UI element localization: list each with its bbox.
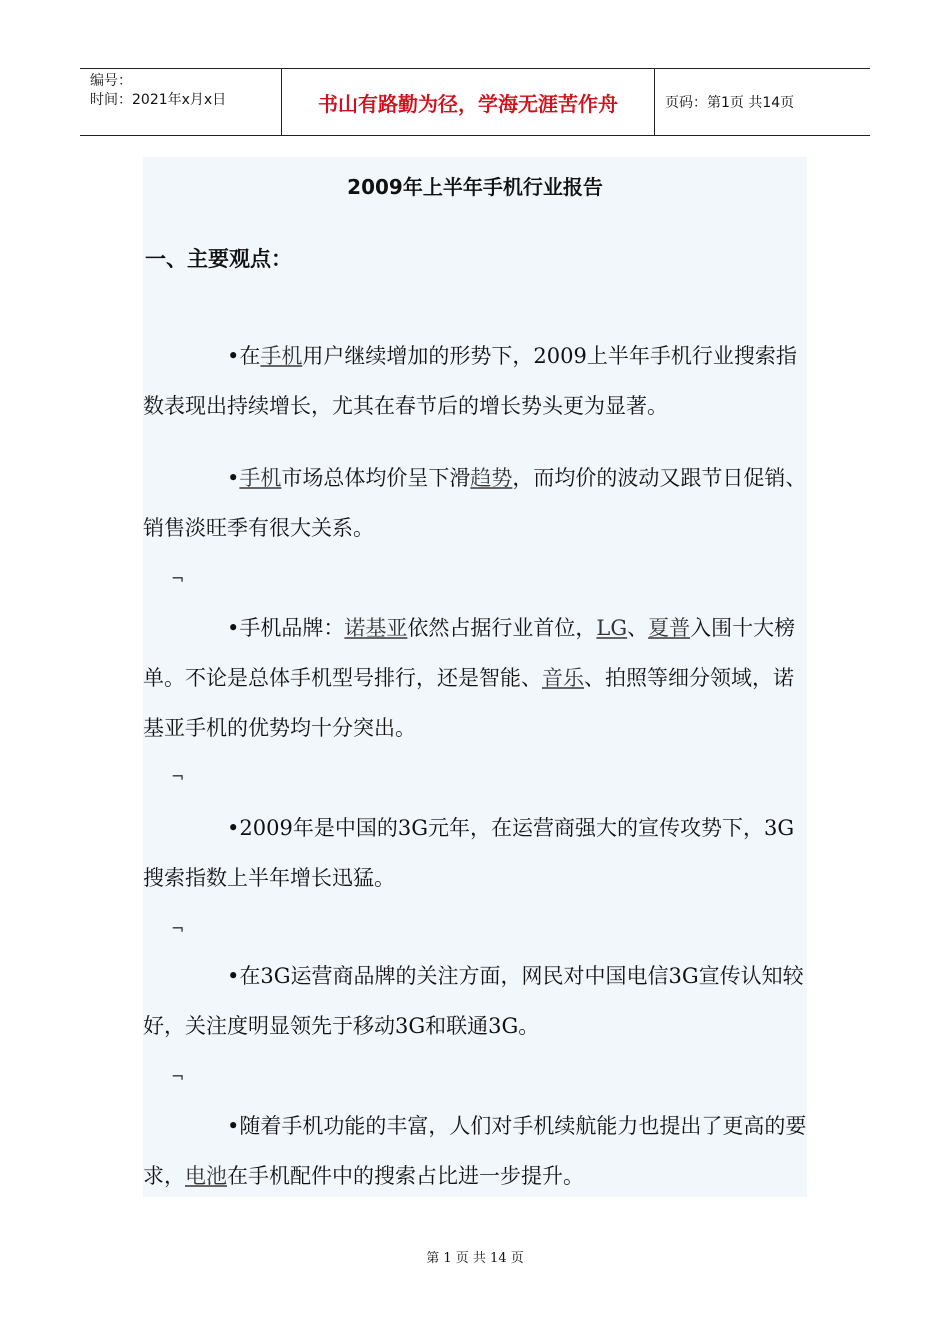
link-trend[interactable]: 趋势 <box>470 466 513 490</box>
header-motto: 书山有路勤为径，学海无涯苦作舟 <box>282 69 655 135</box>
paragraph-3 <box>143 603 813 753</box>
text-run: • <box>227 466 240 490</box>
link-phone[interactable]: 手机 <box>260 344 303 368</box>
paragraph-mark: ¬ <box>171 919 185 938</box>
document-body <box>143 157 807 1197</box>
link-battery[interactable]: 电池 <box>185 1164 227 1188</box>
link-sharp[interactable]: 夏普 <box>648 616 691 640</box>
page-header <box>80 68 870 136</box>
text-run: 在手机配件中的搜索占比进一步提升。 <box>227 1164 584 1188</box>
text-run: 用户继续增加的形势下，2009上半年手机行业搜索指数表现出持续增长，尤其在春节后的增长势头更为显著。 <box>143 344 797 418</box>
time-label: 时间：2021年x月x日 <box>90 92 227 108</box>
paragraph-1 <box>143 331 813 431</box>
text-run: ，而均价的波动又跟节日促销、销售淡旺季有很大关系。 <box>143 466 807 540</box>
header-page-info: 页码：第1页 共14页 <box>665 95 795 111</box>
number-label: 编号： <box>90 73 132 89</box>
paragraph-mark: ¬ <box>171 1067 185 1086</box>
link-music[interactable]: 音乐 <box>542 666 584 690</box>
text-run: 入围十大榜单。不论是总体手机型号排行，还是智能、 <box>143 616 796 690</box>
paragraph-mark: ¬ <box>171 767 185 786</box>
document-title: 2009年上半年手机行业报告 <box>347 175 603 199</box>
link-nokia[interactable]: 诺基亚 <box>344 616 408 640</box>
page-footer: 第 1 页 共 14 页 <box>426 1251 524 1266</box>
header-meta <box>80 69 282 135</box>
text-run: 市场总体均价呈下滑 <box>281 466 471 490</box>
paragraph-4: •2009年是中国的3G元年，在运营商强大的宣传攻势下，3G搜索指数上半年增长迅猛。 <box>143 816 795 890</box>
text-run: 、拍照等细分领域，诺基亚手机的优势均十分突出。 <box>143 666 794 740</box>
section-heading: 一、主要观点： <box>145 247 292 271</box>
link-phone[interactable]: 手机 <box>239 466 282 490</box>
paragraph-5: •在3G运营商品牌的关注方面，网民对中国电信3G宣传认知较好，关注度明显领先于移动3G和联通3G。 <box>143 964 804 1038</box>
text-run: •随着手机功能的丰富，人们对手机续航能力也提出了更高的要求， <box>143 1114 807 1188</box>
text-run: 、 <box>627 616 649 640</box>
text-run: •手机品牌： <box>227 616 345 640</box>
text-run: •在 <box>227 344 261 368</box>
text-run: 依然占据行业首位， <box>407 616 597 640</box>
paragraph-2 <box>143 453 813 553</box>
link-lg[interactable]: LG <box>596 616 628 640</box>
paragraph-mark: ¬ <box>171 569 185 588</box>
paragraph-6 <box>143 1101 813 1201</box>
